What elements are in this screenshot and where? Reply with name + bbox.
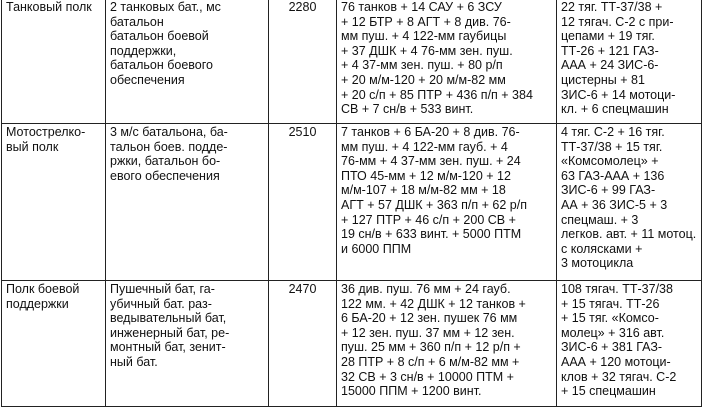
unit-name-cell: Танковый полк xyxy=(2,0,106,124)
unit-name-cell: Полк боевой поддержки xyxy=(2,281,106,407)
table-row-tank-regiment xyxy=(2,0,702,124)
personnel-cell: 2470 xyxy=(269,281,337,407)
armament-cell: 76 танков + 14 САУ + 6 ЗСУ + 12 БТР + 8 АГТ + 8 див. 76- мм пуш. + 4 122-мм гаубицы + 37 ДШК + 4 76-мм зен. пуш. + 4 37-мм зен. пуш. + 80 р/п + 20 м/м-120 + 20 м/м-82 мм + 20 с/п + 85 ПТР + 436 п/п + 384 СВ + 7 сн/в + 533 винт. xyxy=(337,0,557,124)
table-row-motor-rifle-regiment xyxy=(2,124,702,281)
composition-cell: 3 м/с батальона, ба- тальон боев. подде- ржки, батальон бо- евого обеспечения xyxy=(106,124,269,281)
personnel-cell: 2280 xyxy=(269,0,337,124)
vehicles-cell: 22 тяг. ТТ-37/38 + 12 тягач. С-2 с при- цепами + 19 тяг. ТТ-26 + 121 ГАЗ- ААА + 24 ЗИС-6- цистерны + 81 ЗИС-6 + 14 мотоци- кл. + 6 спецмашин xyxy=(557,0,702,124)
formation-table xyxy=(1,0,702,407)
table-row-support-regiment xyxy=(2,281,702,407)
unit-name-cell: Мотострелко- вый полк xyxy=(2,124,106,281)
composition-cell: 2 танковых бат., мс батальон батальон боевой поддержки, батальон боевого обеспечения xyxy=(106,0,269,124)
vehicles-cell: 108 тягач. ТТ-37/38 + 15 тягач. ТТ-26 + 15 тяг. «Комсо- молец» + 316 авт. ЗИС-6 + 381 ГАЗ- ААА + 120 мотоци- клов + 32 тягач. С-2 + 15 спецмашин xyxy=(557,281,702,407)
armament-cell: 7 танков + 6 БА-20 + 8 див. 76- мм пуш. + 4 122-мм гауб. + 4 76-мм + 4 37-мм зен. пуш. + 24 ПТО 45-мм + 12 м/м-120 + 12 м/м-107 + 18 м/м-82 мм + 18 АГТ + 57 ДШК + 363 п/п + 62 р/п + 127 ПТР + 46 с/п + 200 СВ + 19 сн/в + 633 винт. + 5000 ПТМ и 6000 ППМ xyxy=(337,124,557,281)
vehicles-cell: 4 тяг. С-2 + 16 тяг. ТТ-37/38 + 15 тяг. «Комсомолец» + 63 ГАЗ-ААА + 136 ЗИС-6 + 99 ГАЗ- АА + 36 ЗИС-5 + 3 спецмаш. + 3 легков. авт. + 11 мотоц. с колясками + 3 мотоцикла xyxy=(557,124,702,281)
personnel-cell: 2510 xyxy=(269,124,337,281)
composition-cell: Пушечный бат, га- убичный бат. раз- ведывательный бат, инженерный бат, ре- монтный бат, зенит- ный бат. xyxy=(106,281,269,407)
armament-cell: 36 див. пуш. 76 мм + 24 гауб. 122 мм. + 42 ДШК + 12 танков + 6 БА-20 + 12 зен. пушек 76 мм + 12 зен. пуш. 37 мм + 12 зен. пуш. 25 мм + 360 п/п + 12 р/п + 28 ПТР + 8 с/п + 6 м/м-82 мм + 32 СВ + 3 сн/в + 10000 ПТМ + 15000 ППМ + 1200 винт. xyxy=(337,281,557,407)
